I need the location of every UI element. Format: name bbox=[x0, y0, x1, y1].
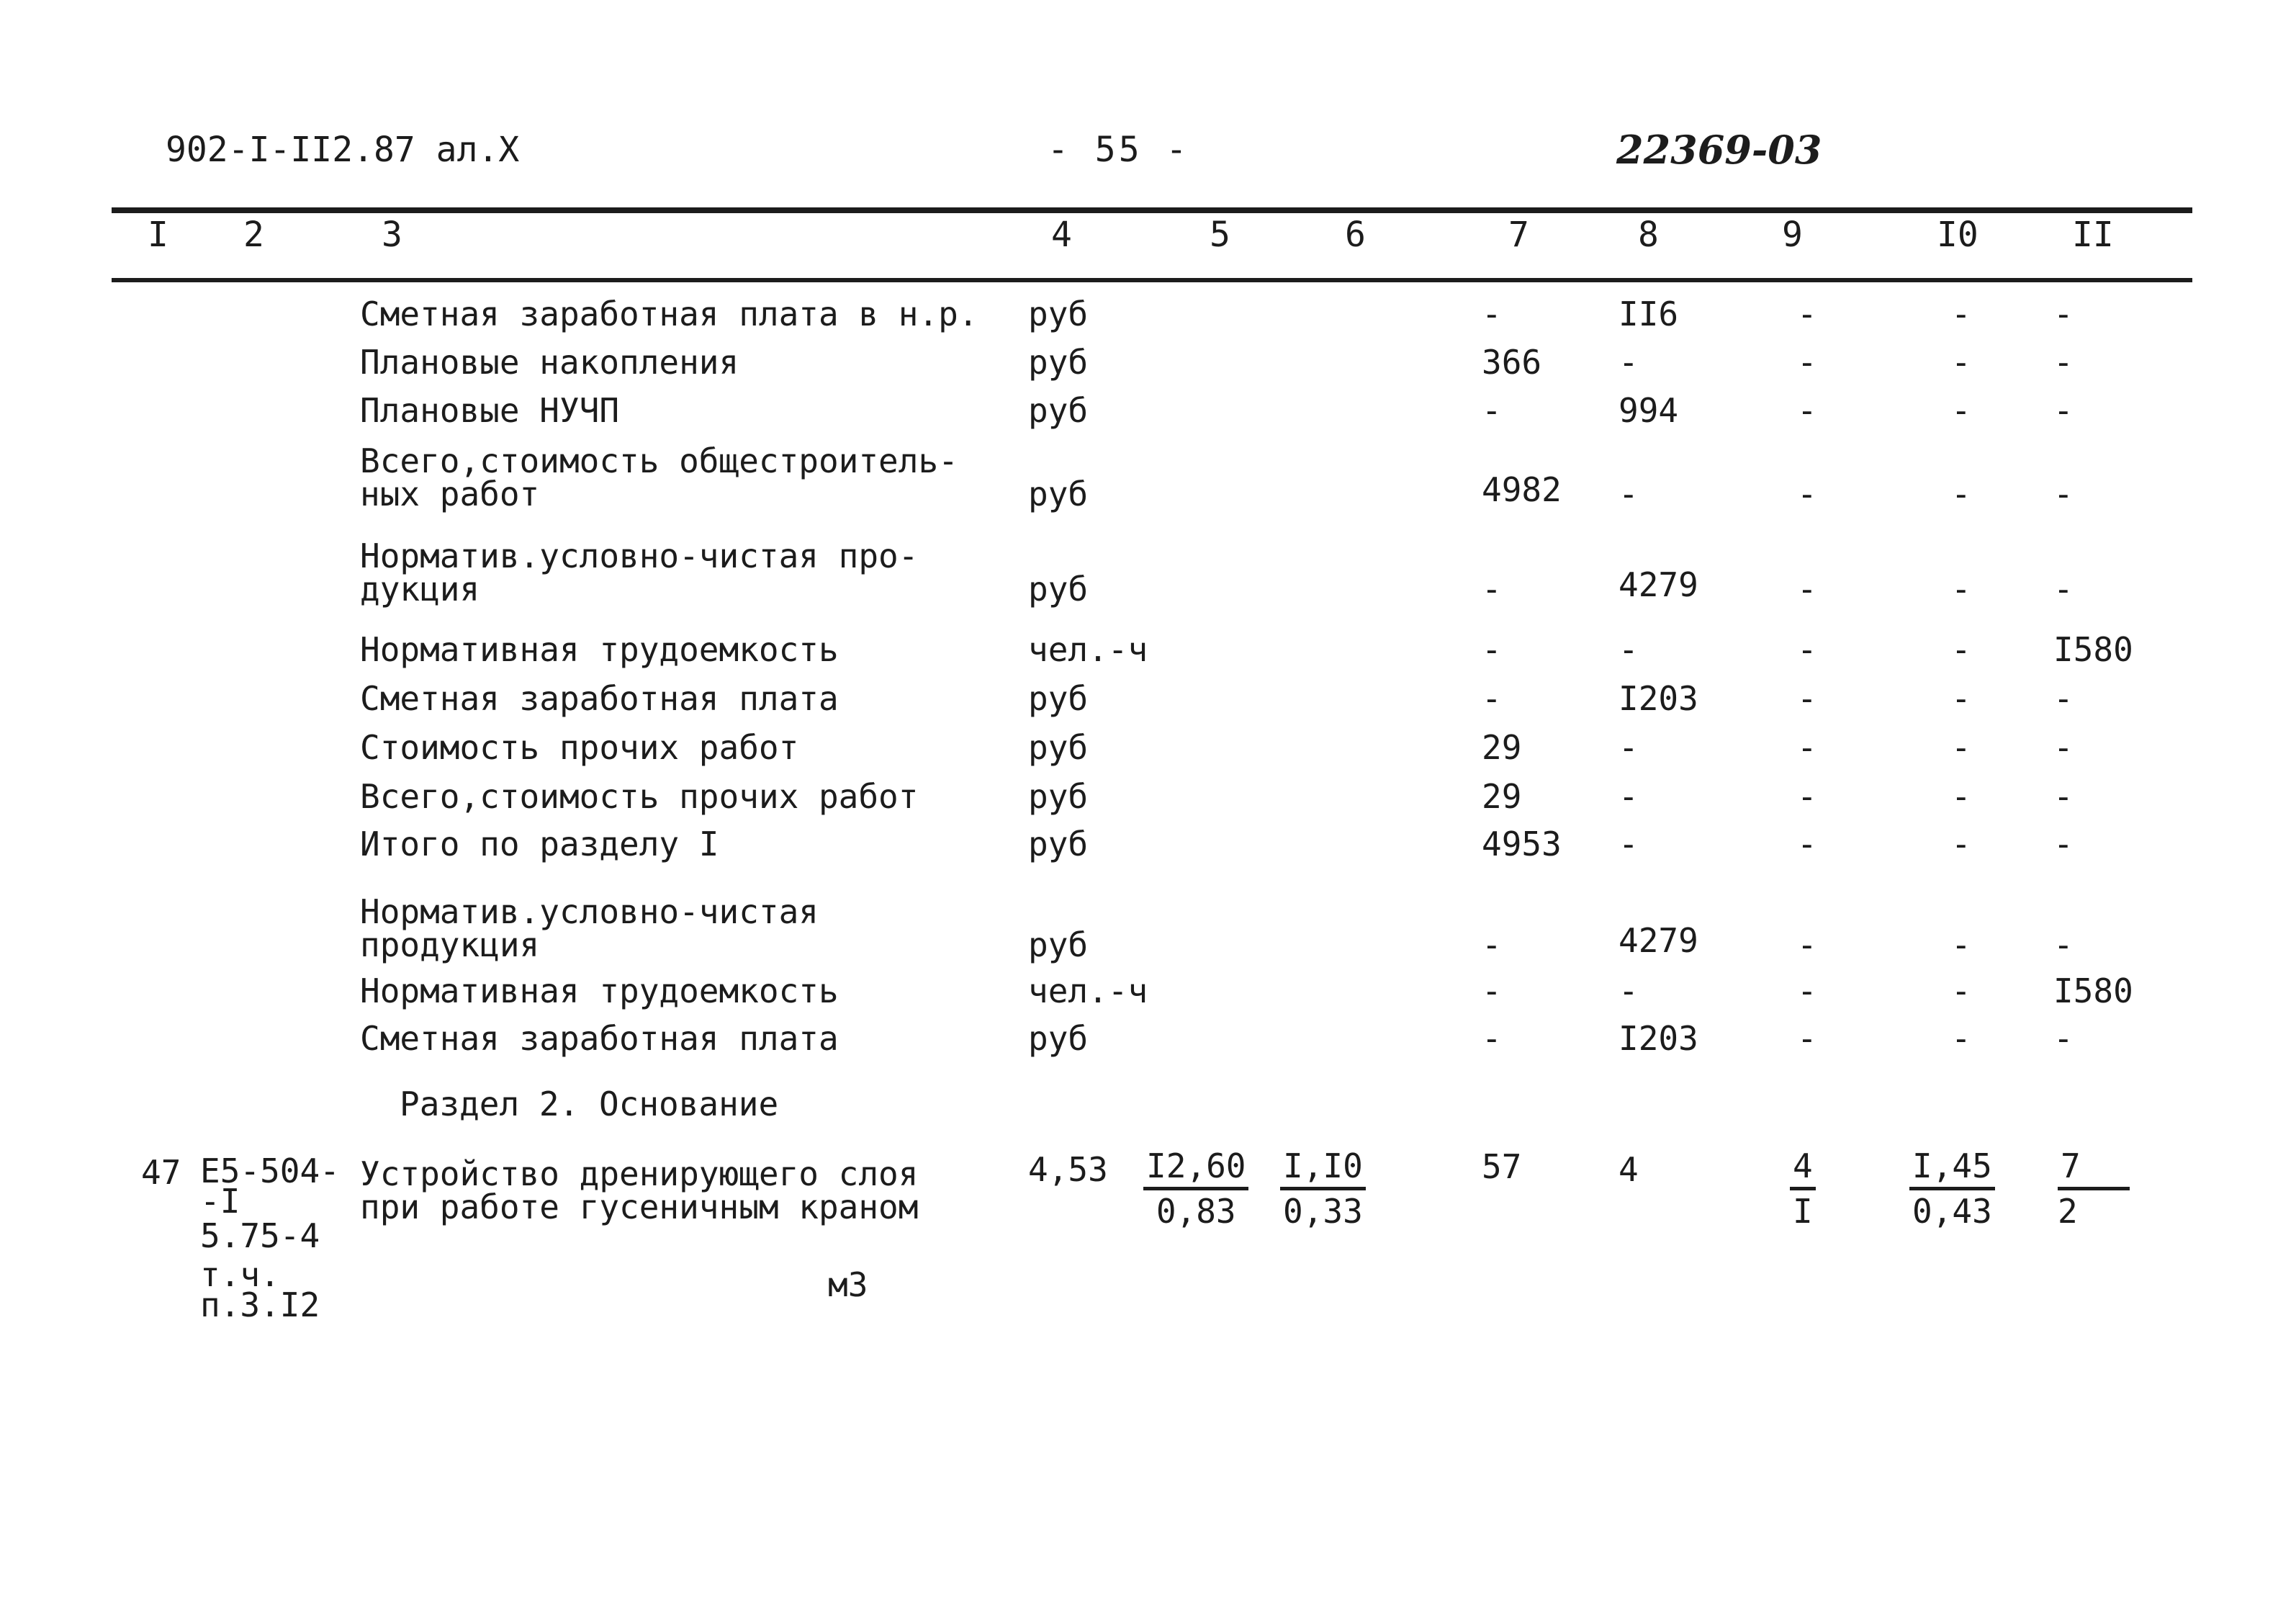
fraction-denominator: 0,83 bbox=[1156, 1192, 1236, 1231]
row-col8: 4279 bbox=[1619, 921, 1698, 960]
row-col9: - bbox=[1797, 570, 1817, 609]
row-col10: - bbox=[1951, 971, 1971, 1010]
row-col9: - bbox=[1797, 343, 1817, 382]
row-name: Нормативная трудоемкость bbox=[360, 630, 839, 669]
row-unit: руб bbox=[1028, 295, 1089, 333]
item-reference-line: 5.75-4 bbox=[200, 1216, 320, 1255]
row-col9: - bbox=[1797, 630, 1817, 669]
fraction-numerator: 4 bbox=[1790, 1149, 1816, 1190]
row-col8: - bbox=[1619, 630, 1639, 669]
row-col7: - bbox=[1482, 570, 1502, 609]
row-col7: - bbox=[1482, 925, 1502, 964]
row-col8: - bbox=[1619, 777, 1639, 816]
fraction-numerator: I,45 bbox=[1909, 1149, 1995, 1190]
row-col10: - bbox=[1951, 925, 1971, 964]
row-col7: - bbox=[1482, 630, 1502, 669]
row-name: Плановые НУЧП bbox=[360, 391, 620, 430]
fraction-numerator: 7 bbox=[2058, 1149, 2130, 1190]
column-number: II bbox=[2072, 215, 2114, 255]
row-unit: руб bbox=[1028, 777, 1089, 816]
fraction-denominator: 2 bbox=[2058, 1192, 2078, 1231]
row-unit: руб bbox=[1028, 570, 1089, 609]
row-col8: - bbox=[1619, 825, 1639, 863]
item-col5-fraction bbox=[1143, 1146, 1248, 1231]
row-col11: - bbox=[2053, 391, 2074, 430]
row-col10: - bbox=[1951, 825, 1971, 863]
row-col11: - bbox=[2053, 475, 2074, 513]
item-col8: 4 bbox=[1619, 1150, 1639, 1189]
row-col9: - bbox=[1797, 971, 1817, 1010]
row-col11: - bbox=[2053, 570, 2074, 609]
row-col10: - bbox=[1951, 1019, 1971, 1058]
item-reference-line: т.ч. bbox=[200, 1255, 280, 1294]
fraction-numerator: I,I0 bbox=[1280, 1149, 1366, 1190]
table-row bbox=[0, 630, 2296, 669]
table-row bbox=[0, 391, 2296, 430]
row-col11: I580 bbox=[2053, 971, 2133, 1010]
row-col7: 29 bbox=[1482, 728, 1522, 767]
row-col8: I203 bbox=[1619, 1019, 1698, 1058]
item-col10-fraction bbox=[1909, 1146, 1995, 1231]
row-col9: - bbox=[1797, 391, 1817, 430]
table-header-rule bbox=[112, 278, 2192, 282]
row-name: Стоимость прочих работ bbox=[360, 728, 799, 767]
row-col7: - bbox=[1482, 679, 1502, 718]
section-title: Раздел 2. Основание bbox=[400, 1085, 779, 1123]
item-col4: 4,53 bbox=[1028, 1150, 1108, 1189]
row-col7: - bbox=[1482, 1019, 1502, 1058]
row-col7: 366 bbox=[1482, 343, 1542, 382]
column-number: 9 bbox=[1782, 215, 1803, 255]
fraction-denominator: 0,33 bbox=[1283, 1192, 1363, 1231]
document-number: 22369-03 bbox=[1616, 127, 1822, 173]
row-col8: I203 bbox=[1619, 679, 1698, 718]
row-col11: - bbox=[2053, 679, 2074, 718]
row-col7: 4982 bbox=[1482, 470, 1562, 509]
row-col8: - bbox=[1619, 343, 1639, 382]
item-col6-fraction bbox=[1280, 1146, 1366, 1231]
table-row bbox=[0, 777, 2296, 816]
row-unit: руб bbox=[1028, 1019, 1089, 1058]
row-col11: - bbox=[2053, 925, 2074, 964]
row-unit: руб bbox=[1028, 728, 1089, 767]
row-col10: - bbox=[1951, 295, 1971, 333]
fraction-denominator: 0,43 bbox=[1912, 1192, 1992, 1231]
row-col10: - bbox=[1951, 343, 1971, 382]
row-col7: - bbox=[1482, 391, 1502, 430]
row-col10: - bbox=[1951, 777, 1971, 816]
fraction-denominator: I bbox=[1793, 1192, 1813, 1231]
item-reference-line: -I bbox=[200, 1182, 240, 1221]
row-name: Норматив.условно-чистая bbox=[360, 892, 819, 931]
row-col10: - bbox=[1951, 630, 1971, 669]
row-unit: чел.-ч bbox=[1028, 971, 1148, 1010]
row-col11: - bbox=[2053, 728, 2074, 767]
row-unit: руб bbox=[1028, 925, 1089, 964]
row-unit: руб bbox=[1028, 343, 1089, 382]
row-name: Сметная заработная плата в н.р. bbox=[360, 295, 978, 333]
item-unit: м3 bbox=[828, 1265, 868, 1304]
row-col11: - bbox=[2053, 343, 2074, 382]
document-code: 902-I-II2.87 ал.X bbox=[166, 130, 520, 170]
row-unit: руб bbox=[1028, 679, 1089, 718]
row-col11: I580 bbox=[2053, 630, 2133, 669]
column-number: 3 bbox=[382, 215, 402, 255]
row-col8: 4279 bbox=[1619, 565, 1698, 604]
row-col10: - bbox=[1951, 679, 1971, 718]
row-col9: - bbox=[1797, 1019, 1817, 1058]
table-top-rule bbox=[112, 207, 2192, 213]
row-name: Сметная заработная плата bbox=[360, 679, 839, 718]
row-col7: 29 bbox=[1482, 777, 1522, 816]
item-reference-line: Е5-504- bbox=[200, 1152, 340, 1190]
page-number: - 55 - bbox=[1048, 130, 1190, 170]
row-col11: - bbox=[2053, 295, 2074, 333]
row-col8: II6 bbox=[1619, 295, 1679, 333]
row-col7: - bbox=[1482, 971, 1502, 1010]
row-col8: 994 bbox=[1619, 391, 1679, 430]
row-col10: - bbox=[1951, 570, 1971, 609]
row-unit: руб bbox=[1028, 825, 1089, 863]
row-name: Всего,стоимость прочих работ bbox=[360, 777, 919, 816]
column-number: 6 bbox=[1345, 215, 1366, 255]
row-col10: - bbox=[1951, 391, 1971, 430]
row-name-continued: продукция bbox=[360, 925, 540, 964]
row-name: Итого по разделу I bbox=[360, 825, 719, 863]
column-number: 7 bbox=[1508, 215, 1529, 255]
table-row bbox=[0, 892, 2296, 964]
row-col9: - bbox=[1797, 777, 1817, 816]
row-col9: - bbox=[1797, 728, 1817, 767]
row-col8: - bbox=[1619, 475, 1639, 513]
row-name: Всего,стоимость общестроитель- bbox=[360, 441, 958, 480]
row-col7: - bbox=[1482, 295, 1502, 333]
row-name: Сметная заработная плата bbox=[360, 1019, 839, 1058]
row-name-continued: ных работ bbox=[360, 475, 540, 513]
column-number: I0 bbox=[1937, 215, 1978, 255]
table-row bbox=[0, 343, 2296, 382]
table-row bbox=[0, 679, 2296, 718]
item-col9-fraction bbox=[1790, 1146, 1816, 1231]
row-name: Плановые накопления bbox=[360, 343, 739, 382]
fraction-numerator: I2,60 bbox=[1143, 1149, 1248, 1190]
row-col9: - bbox=[1797, 295, 1817, 333]
row-col9: - bbox=[1797, 475, 1817, 513]
item-col7: 57 bbox=[1482, 1147, 1522, 1186]
row-col8: - bbox=[1619, 971, 1639, 1010]
row-unit: чел.-ч bbox=[1028, 630, 1148, 669]
column-number: 5 bbox=[1210, 215, 1230, 255]
item-number: 47 bbox=[141, 1153, 181, 1192]
item-name-line: при работе гусеничным краном bbox=[360, 1188, 919, 1226]
column-number: 2 bbox=[243, 215, 264, 255]
item-col11-fraction bbox=[2058, 1146, 2130, 1231]
row-col7: 4953 bbox=[1482, 825, 1562, 863]
item-reference-line: п.3.I2 bbox=[200, 1285, 320, 1324]
table-row bbox=[0, 728, 2296, 767]
row-name-continued: дукция bbox=[360, 570, 480, 609]
row-col10: - bbox=[1951, 475, 1971, 513]
row-col9: - bbox=[1797, 679, 1817, 718]
row-name: Нормативная трудоемкость bbox=[360, 971, 839, 1010]
row-col11: - bbox=[2053, 777, 2074, 816]
row-unit: руб bbox=[1028, 475, 1089, 513]
row-col10: - bbox=[1951, 728, 1971, 767]
row-col9: - bbox=[1797, 925, 1817, 964]
row-col11: - bbox=[2053, 1019, 2074, 1058]
column-number: 8 bbox=[1638, 215, 1659, 255]
item-name-line: Устройство дренирующего слоя bbox=[360, 1154, 919, 1193]
row-col8: - bbox=[1619, 728, 1639, 767]
row-unit: руб bbox=[1028, 391, 1089, 430]
row-col11: - bbox=[2053, 825, 2074, 863]
row-name: Норматив.условно-чистая про- bbox=[360, 537, 919, 575]
column-number: I bbox=[148, 215, 168, 255]
table-row bbox=[0, 1019, 2296, 1058]
column-number: 4 bbox=[1051, 215, 1072, 255]
row-col9: - bbox=[1797, 825, 1817, 863]
